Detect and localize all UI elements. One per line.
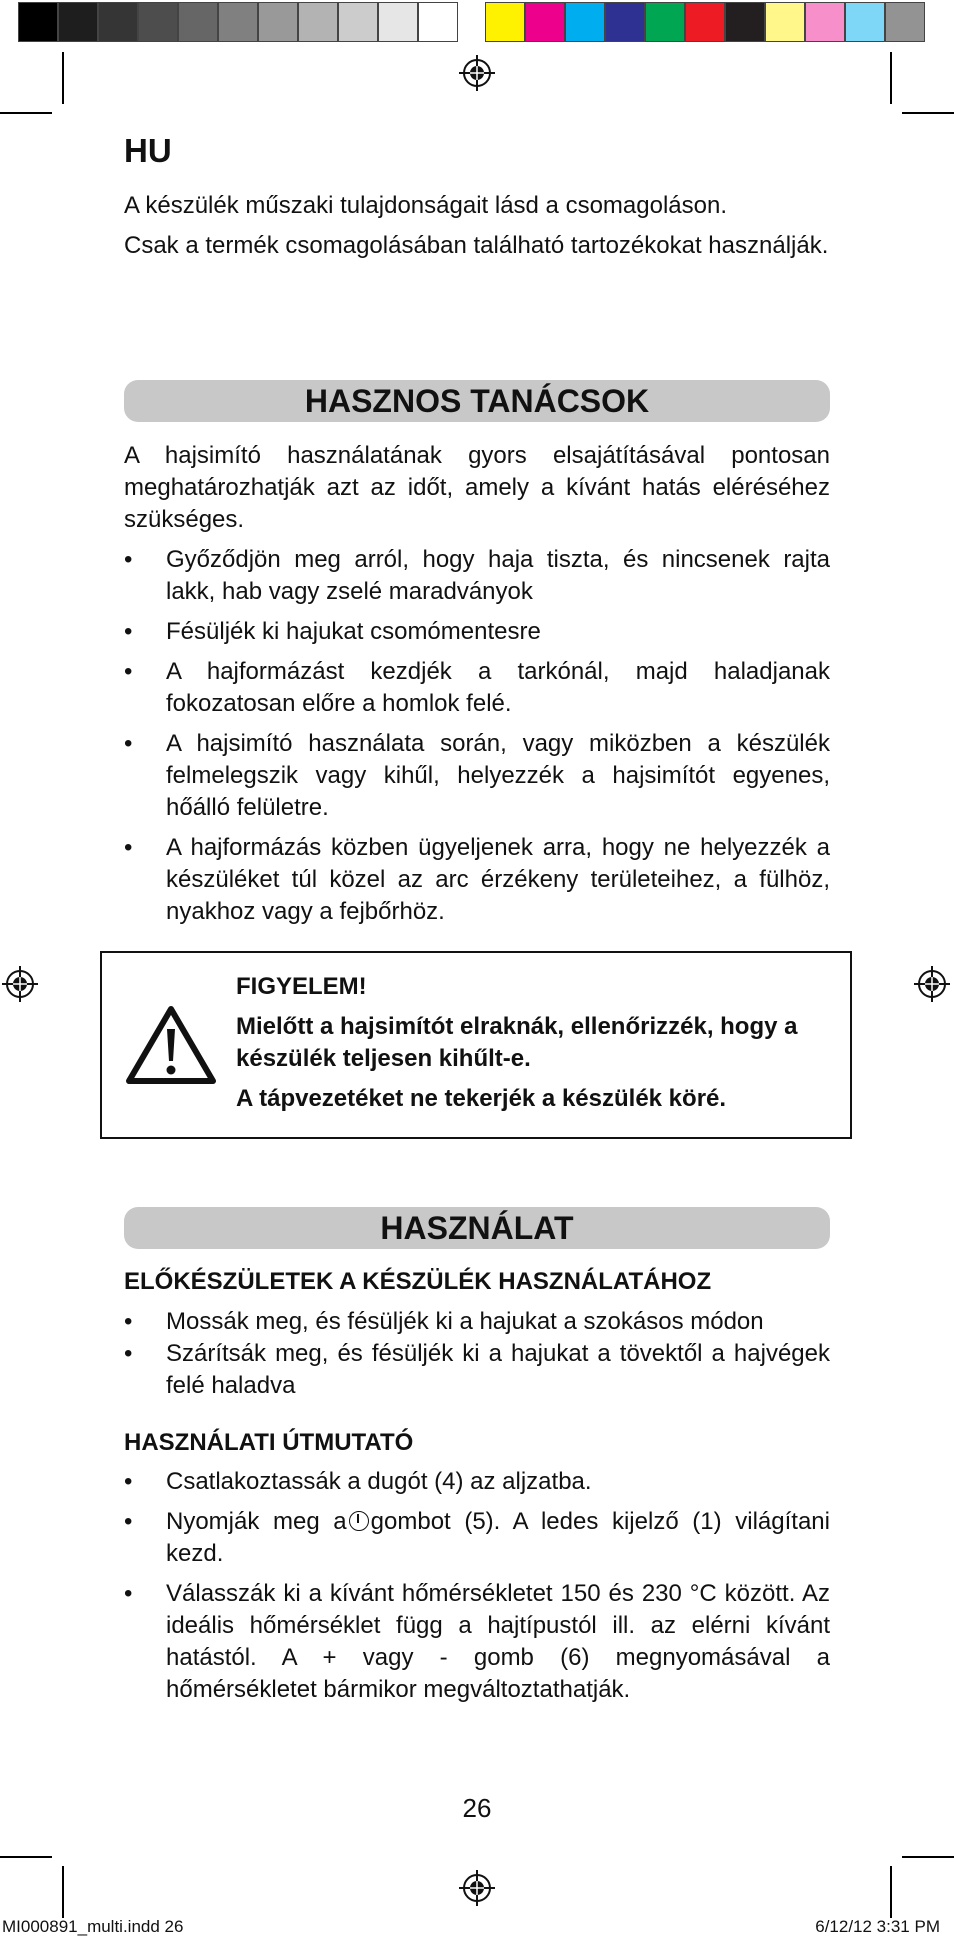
color-swatch [805, 2, 845, 42]
list-item-text: A hajformázást kezdjék a tarkónál, majd haladjanak fokozatosan előre a homlok felé. [166, 658, 830, 717]
color-swatch [298, 2, 338, 42]
color-swatch [485, 2, 525, 42]
color-swatch [605, 2, 645, 42]
crop-mark [62, 1866, 64, 1918]
color-swatch [685, 2, 725, 42]
registration-mark-icon [2, 966, 38, 1002]
preparation-list [124, 1306, 830, 1402]
color-swatch [178, 2, 218, 42]
power-icon [349, 1511, 369, 1531]
color-swatch [258, 2, 298, 42]
intro-paragraph: Csak a termék csomagolásában található tartozékokat használják. [124, 232, 829, 259]
list-item-text: A hajformázás közben ügyeljenek arra, hogy ne helyezzék a készüléket túl közel az arc érzékeny területeihez, a fülhöz, nyakhoz vagy a fejbőrhöz. [166, 834, 830, 925]
crop-mark [890, 52, 892, 104]
tips-intro: A hajsimító használatának gyors elsajátításával pontosan meghatározhatják azt az időt, amely a kívánt hatás eléréséhez szükséges. [124, 442, 830, 533]
bullet: • [124, 1580, 133, 1607]
color-swatch [725, 2, 765, 42]
crop-mark [62, 52, 64, 104]
color-swatch [378, 2, 418, 42]
list-item-text: Szárítsák meg, és fésüljék ki a hajukat a tövektől a hajvégek felé haladva [166, 1340, 830, 1399]
warning-box [100, 951, 852, 1139]
list-item-text: Csatlakoztassák a dugót (4) az aljzatba. [166, 1468, 592, 1495]
color-swatch [218, 2, 258, 42]
registration-mark-icon [459, 55, 495, 91]
list-item [124, 1306, 830, 1338]
intro-paragraph: A készülék műszaki tulajdonságait lásd a csomagoláson. [124, 192, 727, 219]
registration-mark-icon [459, 1870, 495, 1906]
list-item [124, 616, 830, 648]
bullet: • [124, 1468, 133, 1495]
list-item-text: Fésüljék ki hajukat csomómentesre [166, 618, 541, 645]
color-swatch [338, 2, 378, 42]
list-item-text: A hajsimító használata során, vagy miközben a készülék felmelegszik vagy kihűl, helyezzék a hajsimítót egyenes, hőálló felületre. [166, 730, 830, 821]
list-item [124, 728, 830, 824]
list-item-text: gombot (5). A ledes kijelző (1) világítani kezd. [166, 1508, 830, 1567]
color-calibration-bar [485, 2, 925, 42]
subsection-heading-preparation: ELŐKÉSZÜLETEK A KÉSZÜLÉK HASZNÁLATÁHOZ [124, 1268, 712, 1295]
language-heading: HU [124, 132, 172, 169]
footer-timestamp: 6/12/12 3:31 PM [815, 1917, 940, 1936]
warning-line: A tápvezetéket ne tekerjék a készülék köré. [236, 1085, 727, 1112]
bullet: • [124, 834, 133, 861]
list-item [124, 544, 830, 608]
list-item-text: Győződjön meg arról, hogy haja tiszta, és nincsenek rajta lakk, hab vagy zselé maradványok [166, 546, 830, 605]
bullet: • [124, 546, 133, 573]
registration-mark-icon [914, 966, 950, 1002]
list-item-text: Válasszák ki a kívánt hőmérsékletet 150 és 230 °C között. Az ideális hőmérséklet függ a hajtípustól ill. az elérni kívánt hatástól. A + vagy - gomb (6) megnyomásával a hőmérsékletet bármikor megváltoztathatják. [166, 1580, 830, 1703]
list-item-text: Nyomják meg a [166, 1508, 347, 1535]
color-swatch [765, 2, 805, 42]
list-item [124, 1578, 830, 1706]
color-swatch [98, 2, 138, 42]
footer-file-info: MI000891_multi.indd 26 [2, 1917, 184, 1936]
warning-text [236, 971, 836, 1123]
list-item [124, 656, 830, 720]
crop-mark [902, 1856, 954, 1858]
warning-triangle-icon [124, 1003, 218, 1087]
warning-line: Mielőtt a hajsimítót elraknák, ellenőrizzék, hogy a készülék teljesen kihűlt-e. [236, 1013, 798, 1072]
color-swatch [58, 2, 98, 42]
list-item-text: Mossák meg, és fésüljék ki a hajukat a szokásos módon [166, 1308, 764, 1335]
bullet: • [124, 658, 133, 685]
grayscale-calibration-bar [18, 2, 458, 42]
bullet: • [124, 618, 133, 645]
subsection-heading-instructions: HASZNÁLATI ÚTMUTATÓ [124, 1429, 414, 1456]
color-swatch [845, 2, 885, 42]
warning-title: FIGYELEM! [236, 973, 367, 1000]
color-swatch [138, 2, 178, 42]
color-swatch [418, 2, 458, 42]
page-number: 26 [462, 1793, 492, 1823]
color-swatch [885, 2, 925, 42]
crop-mark [890, 1866, 892, 1918]
crop-mark [0, 1856, 52, 1858]
list-item [124, 1466, 830, 1498]
color-swatch [565, 2, 605, 42]
bullet: • [124, 730, 133, 757]
bullet: • [124, 1340, 133, 1367]
color-swatch [18, 2, 58, 42]
color-swatch [525, 2, 565, 42]
section-heading-usage: HASZNÁLAT [124, 1207, 830, 1249]
section-heading-tips: HASZNOS TANÁCSOK [124, 380, 830, 422]
crop-mark [902, 112, 954, 114]
instructions-list [124, 1466, 830, 1706]
color-swatch [645, 2, 685, 42]
list-item [124, 1506, 830, 1570]
tips-list [124, 544, 830, 928]
crop-mark [0, 112, 52, 114]
list-item [124, 1338, 830, 1402]
bullet: • [124, 1308, 133, 1335]
list-item [124, 832, 830, 928]
bullet: • [124, 1508, 133, 1535]
